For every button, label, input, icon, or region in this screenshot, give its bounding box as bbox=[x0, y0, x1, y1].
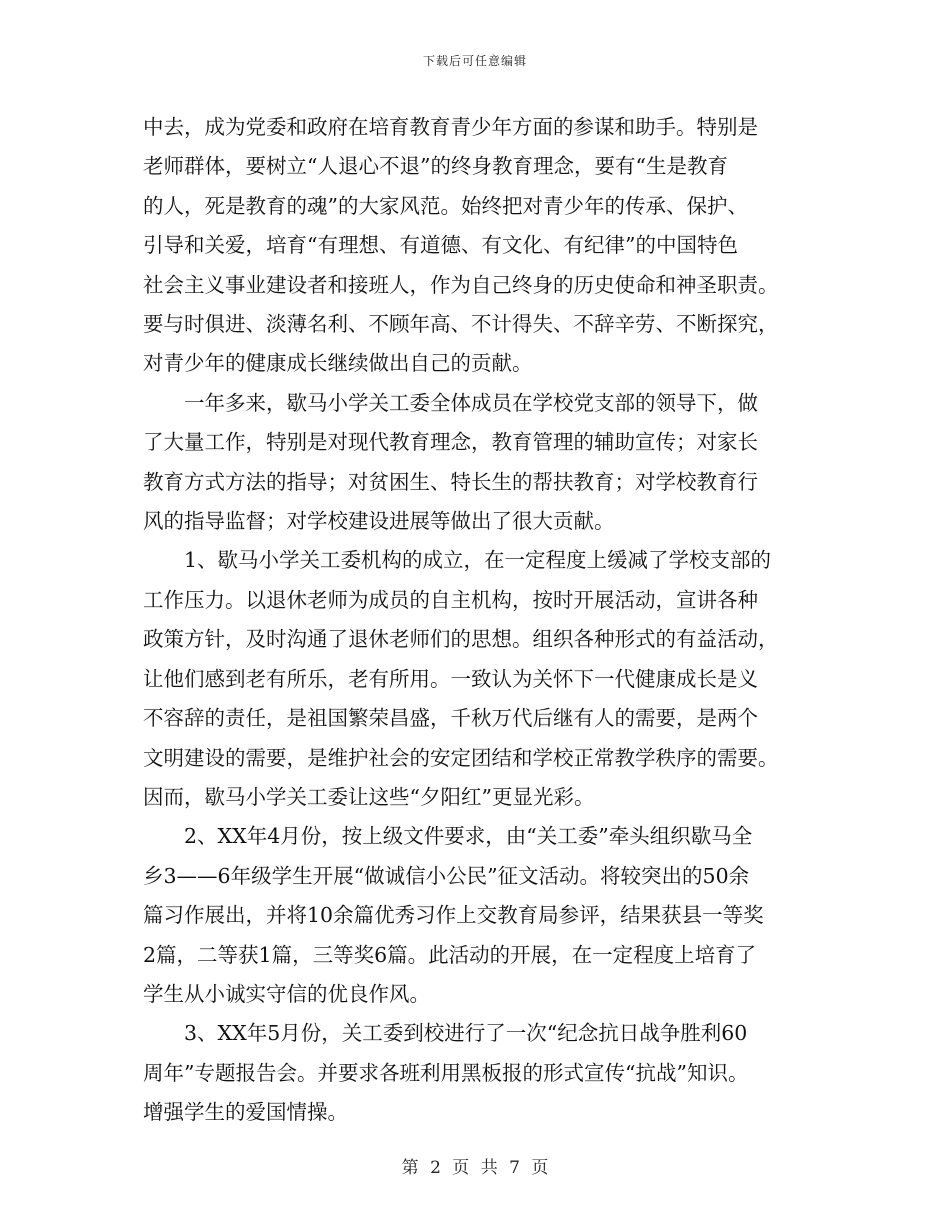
text-line: 中去，成为党委和政府在培育教育青少年方面的参谋和助手。特别是 bbox=[143, 115, 758, 139]
text-line: 2篇，二等获1篇，三等奖6篇。此活动的开展，在一定程度上培育了 bbox=[143, 942, 757, 967]
text-line: 1、歇马小学关工委机构的成立，在一定程度上缓减了学校支部的 bbox=[184, 548, 772, 573]
text-line: 教育方式方法的指导；对贫困生、特长生的帮扶教育；对学校教育行 bbox=[143, 469, 758, 494]
text-line: 工作压力。以退休老师为成员的自主机构，按时开展活动，宣讲各种 bbox=[143, 587, 758, 612]
text-line: 的人，死是教育的魂”的大家风范。始终把对青少年的传承、保护、 bbox=[143, 193, 748, 218]
text-line: 对青少年的健康成长继续做出自己的贡献。 bbox=[143, 351, 533, 376]
text-line: 文明建设的需要，是维护社会的安定团结和学校正常教学秩序的需要。 bbox=[143, 745, 779, 770]
text-line: 风的指导监督；对学校建设进展等做出了很大贡献。 bbox=[143, 509, 615, 534]
text-line: 周年”专题报告会。并要求各班利用黑板报的形式宣传“抗战”知识。 bbox=[143, 1060, 749, 1085]
text-line: 2、XX年4月份，按上级文件要求，由“关工委”牵头组织歇马全 bbox=[184, 824, 753, 849]
text-line: 政策方针，及时沟通了退休老师们的思想。组织各种形式的有益活动， bbox=[143, 627, 779, 652]
text-line: 社会主义事业建设者和接班人，作为自己终身的历史使命和神圣职责。 bbox=[143, 272, 779, 297]
text-line: 引导和关爱，培育“有理想、有道德、有文化、有纪律”的中国特色 bbox=[143, 233, 738, 258]
text-line: 让他们感到老有所乐，老有所用。一致认为关怀下一代健康成长是义 bbox=[143, 666, 758, 691]
text-line: 不容辞的责任，是祖国繁荣昌盛，千秋万代后继有人的需要，是两个 bbox=[143, 706, 758, 731]
text-line: 老师群体，要树立“人退心不退”的终身教育理念，要有“生是教育 bbox=[143, 154, 728, 179]
text-line: 3、XX年5月份，关工委到校进行了一次“纪念抗日战争胜利60 bbox=[184, 1021, 748, 1046]
text-line: 了大量工作，特别是对现代教育理念，教育管理的辅助宣传；对家长 bbox=[143, 430, 758, 455]
text-line: 一年多来，歇马小学关工委全体成员在学校党支部的领导下，做 bbox=[184, 390, 758, 415]
text-line: 因而，歇马小学关工委让这些“夕阳红”更显光彩。 bbox=[143, 784, 595, 809]
text-line: 要与时俱进、淡薄名利、不顾年高、不计得失、不辞辛劳、不断探究， bbox=[143, 312, 779, 337]
page-header: 下载后可任意编辑 bbox=[422, 54, 527, 68]
text-line: 学生从小诚实守信的优良作风。 bbox=[143, 981, 430, 1006]
text-line: 篇习作展出，并将10余篇优秀习作上交教育局参评，结果获县一等奖 bbox=[143, 903, 764, 928]
body-text bbox=[143, 108, 811, 1133]
text-line: 增强学生的爱国情操。 bbox=[143, 1100, 348, 1125]
text-line: 乡3——6年级学生开展“做诚信小公民”征文活动。将较突出的50余 bbox=[143, 863, 750, 888]
page-footer: 第 2 页 共 7 页 bbox=[401, 1158, 549, 1178]
